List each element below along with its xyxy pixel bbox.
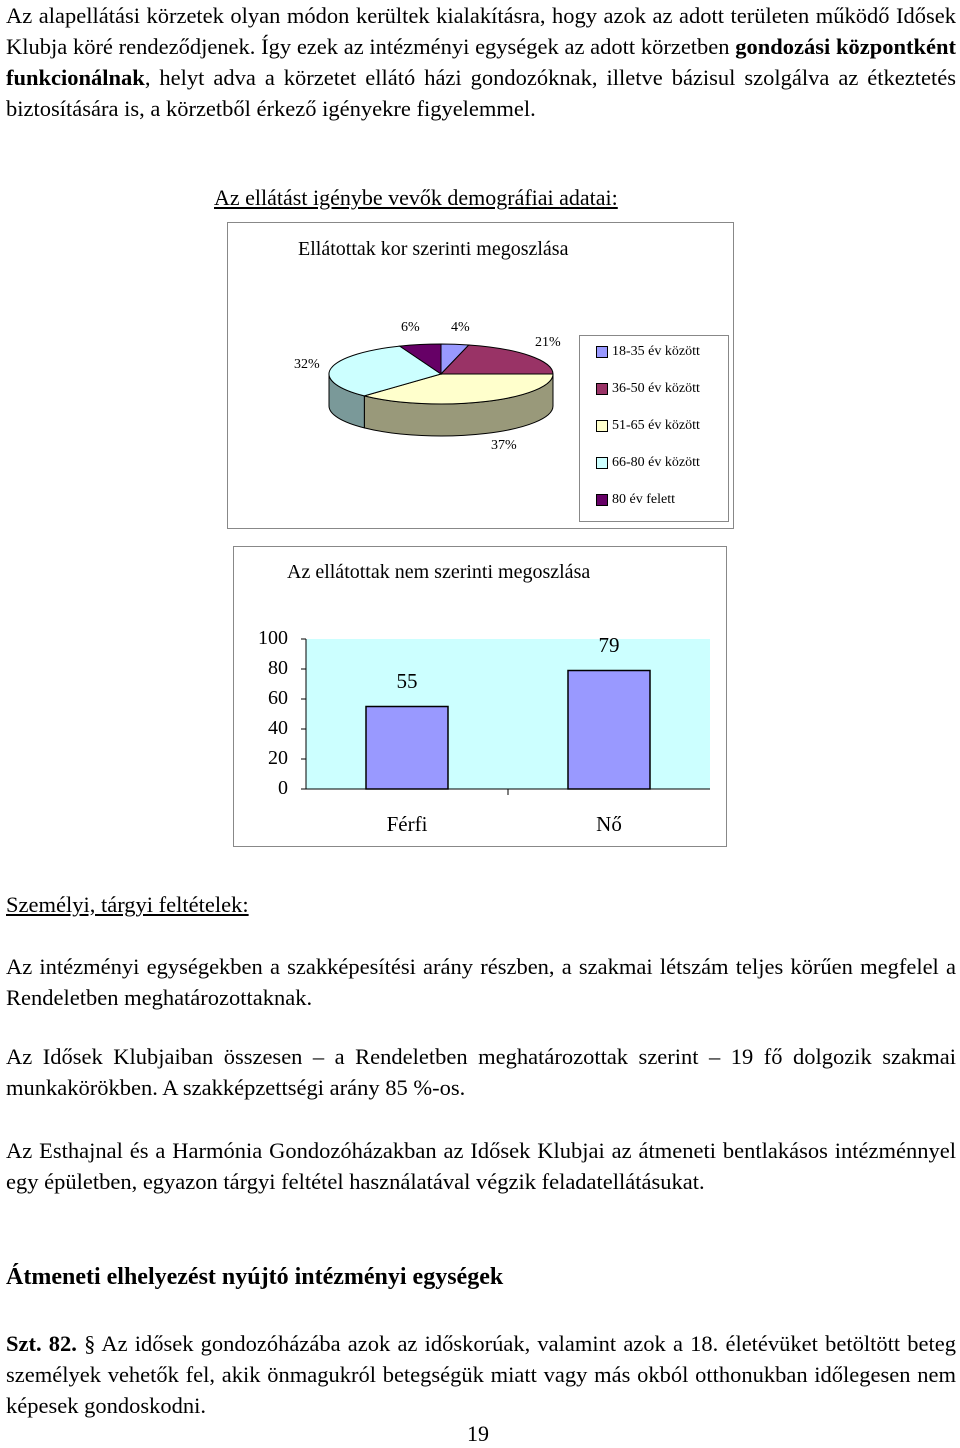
bar-tick-label: 0 [278, 777, 288, 799]
bar-group [301, 639, 710, 795]
law-reference: Szt. 82. [6, 1331, 77, 1356]
pie-label-80-plus: 6% [401, 320, 420, 335]
demographics-heading: Az ellátást igénybe vevők demográfiai adatai: [214, 185, 618, 210]
law-text: § Az idősek gondozóházába azok az időskorúak, valamint azok a 18. életévüket betöltött beteg személyek vehetők fel, akik önmagukról betegségük miatt vagy más okból otthonukban időlegesen nem képesek gondoskodni. [6, 1331, 956, 1418]
legend-label-80-plus: 80 év felett [612, 492, 675, 507]
section-conditions-heading: Személyi, tárgyi feltételek: [6, 892, 249, 917]
bar-tick-label: 80 [268, 657, 288, 679]
bar-category-label: Férfi [386, 812, 428, 836]
pie-label-51-65: 37% [491, 438, 517, 453]
bar-tick-label: 60 [268, 687, 288, 709]
paragraph-facilities: Az Esthajnal és a Harmónia Gondozóházakban az Idősek Klubjai az átmeneti bentlakásos intézménnyel egy épületben, egyazon tárgyi feltétel használatával végzik feladatellátásukat. [6, 1138, 956, 1194]
page-number: 19 [467, 1421, 489, 1446]
legend-label-66-80: 66-80 év között [612, 455, 700, 470]
bar-1 [568, 671, 650, 790]
paragraph-law [6, 1328, 956, 1421]
bar-category-label: Nő [596, 812, 622, 836]
section-temporary-heading: Átmeneti elhelyezést nyújtó intézményi egységek [6, 1264, 504, 1290]
legend-label-18-35: 18-35 év között [612, 344, 700, 359]
bar-tick-label: 20 [268, 747, 288, 769]
paragraph-qualification: Az intézményi egységekben a szakképesítési arány részben, a szakmai létszám teljes körűen megfelel a Rendeletben meghatározottaknak. [6, 954, 956, 1010]
intro-bold-text: gondozási központként funkcionálnak [6, 34, 956, 90]
bar-value-label: 55 [396, 668, 418, 693]
pie-label-18-35: 4% [451, 320, 470, 335]
legend-label-51-65: 51-65 év között [612, 418, 700, 433]
intro-text-2: , helyt adva a körzetet ellátó házi gondozóknak, illetve bázisul szolgálva az étkeztetés biztosítására is, a körzetből érkező igényekre figyelemmel. [6, 65, 956, 121]
legend-label-36-50: 36-50 év között [612, 381, 700, 396]
pie-label-36-50: 21% [535, 335, 561, 350]
bar-0 [366, 707, 448, 790]
bar-value-label: 79 [598, 632, 620, 657]
intro-text-1: Az alapellátási körzetek olyan módon kerültek kialakításra, hogy azok az adott területen működő Idősek Klubja köré rendeződjenek. Így ezek az intézményi egységek az adott körzetben [6, 3, 956, 59]
pie-label-66-80: 32% [294, 357, 320, 372]
paragraph-staff: Az Idősek Klubjaiban összesen – a Rendeletben meghatározottak szerint – 19 fő dolgozik szakmai munkakörökben. A szakképzettségi arány 85 %-os. [6, 1044, 956, 1100]
bar-tick-label: 40 [268, 717, 288, 739]
bar-chart-title: Az ellátottak nem szerinti megoszlása [287, 561, 591, 583]
pie-chart-title: Ellátottak kor szerinti megoszlása [298, 238, 569, 260]
bar-tick-label: 100 [258, 627, 288, 649]
